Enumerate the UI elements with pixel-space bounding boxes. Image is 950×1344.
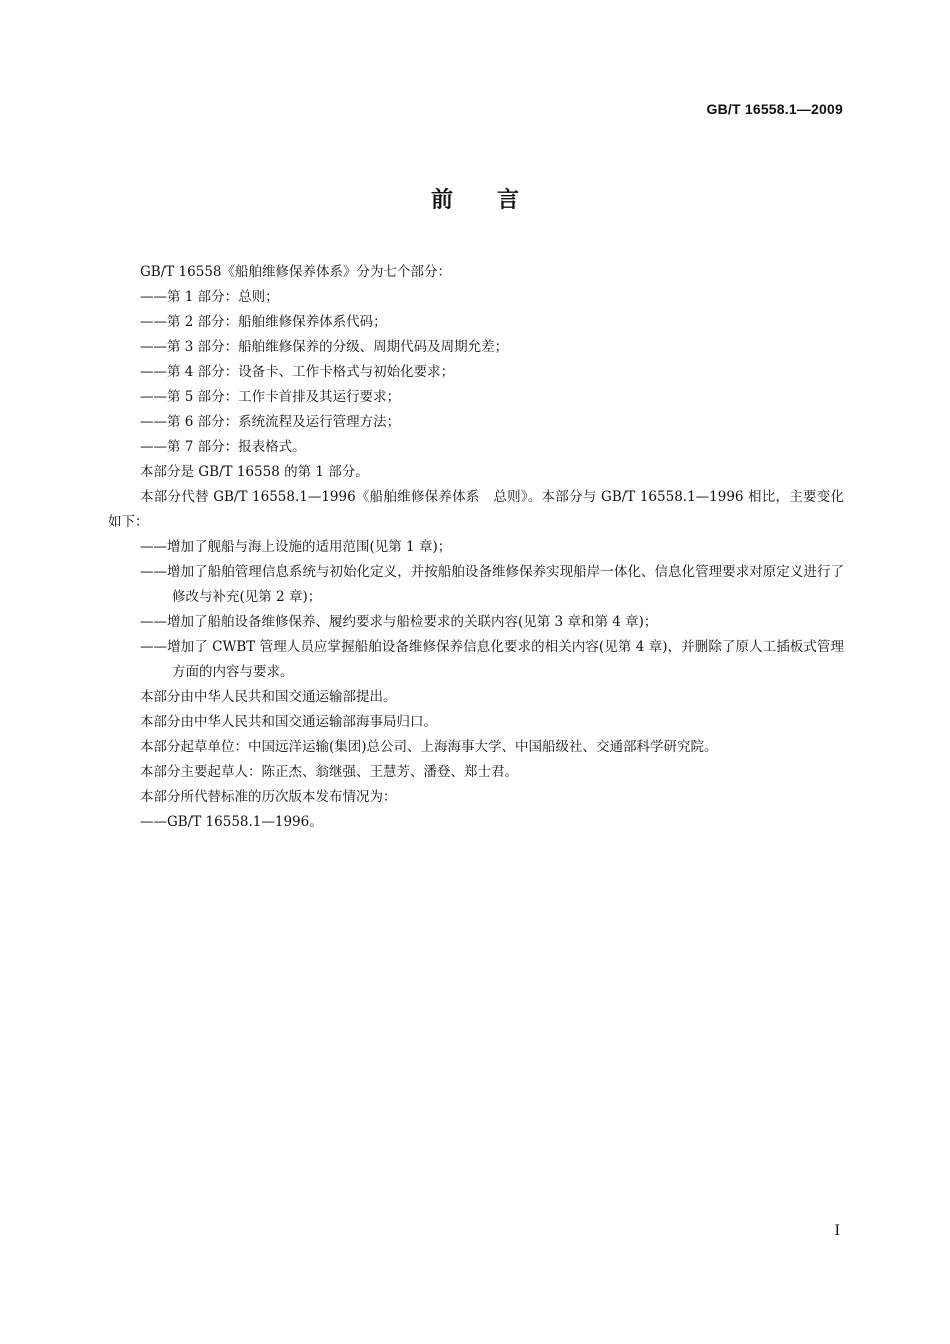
list-item-change-1: ——增加了舰船与海上设施的适用范围(见第 1 章)； bbox=[140, 539, 452, 555]
paragraph-history: 本部分所代替标准的历次版本发布情况为： bbox=[140, 789, 397, 805]
list-item-part-1: ——第 1 部分：总则； bbox=[140, 289, 279, 305]
list-item-change-4: ——增加了 CWBT 管理人员应掌握船舶设备维修保养信息化要求的相关内容(见第 4 章)，并删除了原人工插板式管理方面的内容与要求。 bbox=[140, 639, 844, 680]
standard-number: GB/T 16558.1—2009 bbox=[706, 101, 843, 117]
paragraph-centralized-by: 本部分由中华人民共和国交通运输部海事局归口。 bbox=[140, 714, 437, 730]
paragraph-drafting-units: 本部分起草单位：中国远洋运输(集团)总公司、上海海事大学、中国船级社、交通部科学研究院。 bbox=[140, 739, 718, 755]
list-item-part-3: ——第 3 部分：船舶维修保养的分级、周期代码及周期允差； bbox=[140, 339, 509, 355]
list-item-part-5: ——第 5 部分：工作卡首排及其运行要求； bbox=[140, 389, 401, 405]
list-item-part-7: ——第 7 部分：报表格式。 bbox=[140, 439, 306, 455]
list-item-change-2: ——增加了船舶管理信息系统与初始化定义，并按船舶设备维修保养实现船岸一体化、信息化管理要求对原定义进行了修改与补充(见第 2 章)； bbox=[140, 564, 844, 605]
page-title: 前言 bbox=[430, 188, 563, 213]
list-item-part-6: ——第 6 部分：系统流程及运行管理方法； bbox=[140, 414, 401, 430]
list-item-part-2: ——第 2 部分：船舶维修保养体系代码； bbox=[140, 314, 387, 330]
paragraph-proposed-by: 本部分由中华人民共和国交通运输部提出。 bbox=[140, 689, 397, 705]
list-item-change-3: ——增加了船舶设备维修保养、履约要求与船检要求的关联内容(见第 3 章和第 4 章)； bbox=[140, 614, 658, 630]
list-item-previous-edition: ——GB/T 16558.1—1996。 bbox=[140, 814, 323, 830]
paragraph-part-statement: 本部分是 GB/T 16558 的第 1 部分。 bbox=[140, 464, 369, 480]
foreword-body bbox=[108, 260, 844, 835]
paragraph-drafters: 本部分主要起草人：陈正杰、翁继强、王慧芳、潘登、郑士君。 bbox=[140, 764, 518, 780]
paragraph-intro: GB/T 16558《船舶维修保养体系》分为七个部分： bbox=[140, 264, 451, 280]
paragraph-replaces: 本部分代替 GB/T 16558.1—1996《船舶维修保养体系 总则》。本部分与 GB/T 16558.1—1996 相比，主要变化如下： bbox=[108, 489, 844, 530]
list-item-part-4: ——第 4 部分：设备卡、工作卡格式与初始化要求； bbox=[140, 364, 455, 380]
page-number: I bbox=[834, 1223, 840, 1239]
